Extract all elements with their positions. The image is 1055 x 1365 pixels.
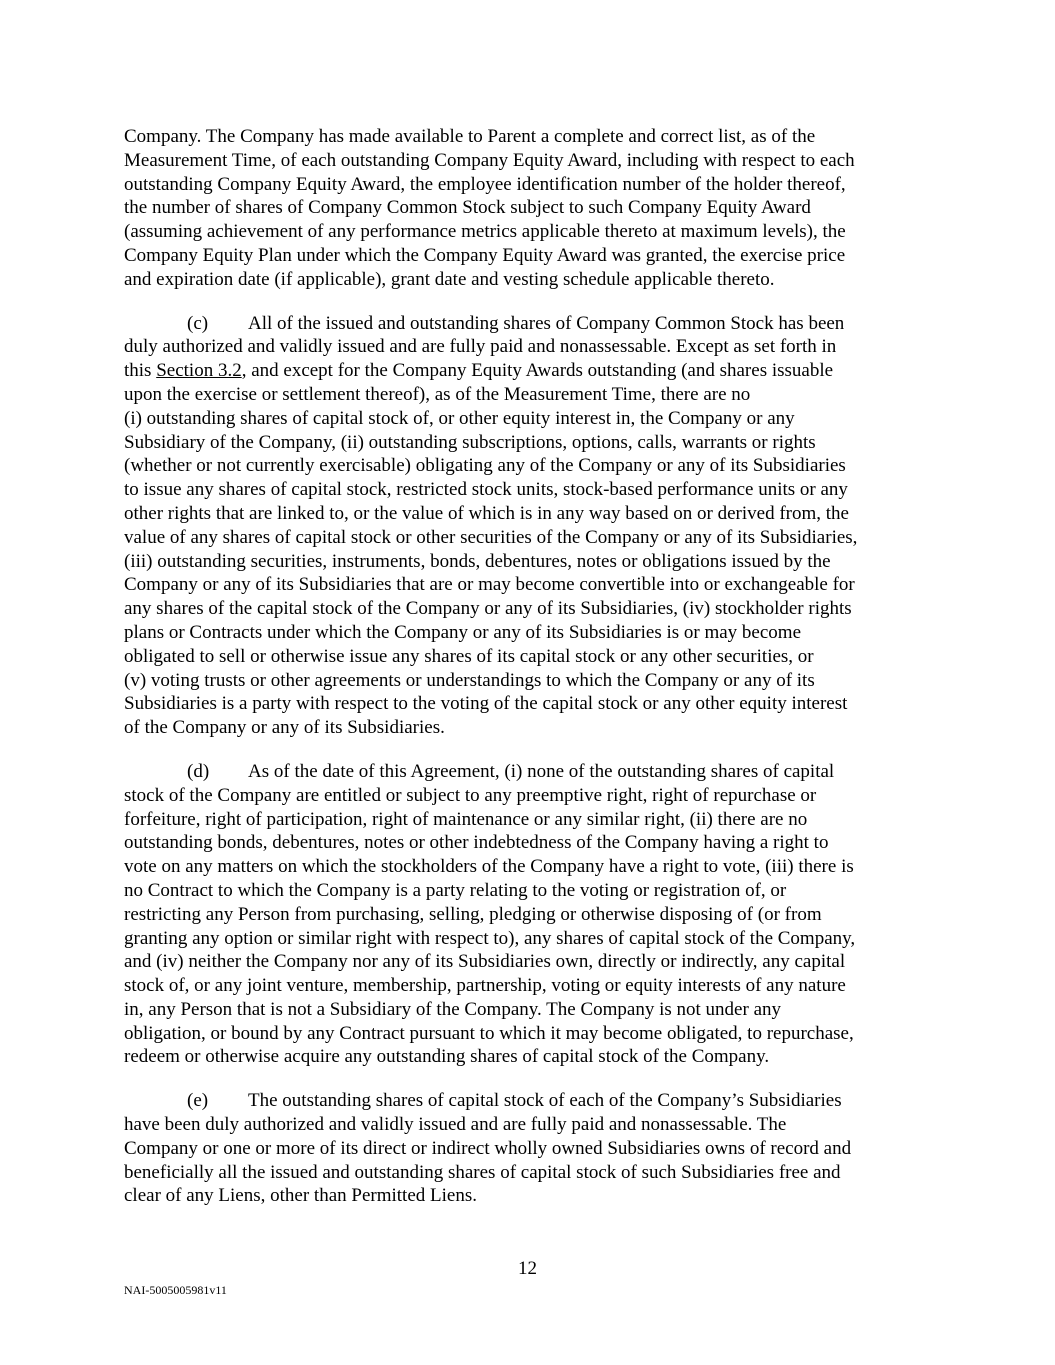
text-line: Company Equity Plan under which the Company Equity Award was granted, the exercise price bbox=[124, 244, 846, 266]
text-line: outstanding bonds, debentures, notes or other indebtedness of the Company having a right to bbox=[124, 832, 829, 854]
text-line: have been duly authorized and validly issued and are fully paid and nonassessable. The bbox=[124, 1114, 787, 1136]
text-line: stock of the Company are entitled or subject to any preemptive right, right of repurchase or bbox=[124, 784, 817, 806]
text-line: restricting any Person from purchasing, selling, pledging or otherwise disposing of (or from bbox=[124, 903, 822, 925]
text-line: of the Company or any of its Subsidiaries. bbox=[124, 717, 445, 739]
text-line: (iii) outstanding securities, instruments, bonds, debentures, notes or obligations issued by the bbox=[124, 550, 831, 572]
text-line: granting any option or similar right with respect to), any shares of capital stock of the Company, bbox=[124, 927, 856, 949]
text-line: Subsidiary of the Company, (ii) outstanding subscriptions, options, calls, warrants or rights bbox=[124, 431, 816, 453]
paragraph-b-continuation bbox=[124, 125, 924, 292]
text-line: upon the exercise or settlement thereof), as of the Measurement Time, there are no bbox=[124, 383, 751, 405]
text-line: in, any Person that is not a Subsidiary of the Company. The Company is not under any bbox=[124, 998, 782, 1020]
text-line: other rights that are linked to, or the value of which is in any way based on or derived from, the bbox=[124, 502, 849, 524]
text-segment: The outstanding shares of capital stock of each of the Company’s Subsidiaries bbox=[248, 1090, 842, 1112]
text-line: stock of, or any joint venture, membership, partnership, voting or equity interests of any nature bbox=[124, 975, 846, 997]
text-segment: All of the issued and outstanding shares of Company Common Stock has been bbox=[248, 312, 845, 334]
text-segment: this bbox=[124, 360, 157, 382]
paragraph-label: (d) bbox=[187, 760, 210, 782]
text-line: Company. The Company has made available to Parent a complete and correct list, as of the bbox=[124, 126, 816, 147]
text-line: and expiration date (if applicable), grant date and vesting schedule applicable thereto. bbox=[124, 268, 775, 290]
document-body bbox=[124, 125, 924, 1228]
paragraph-c bbox=[124, 312, 924, 740]
text-line: to issue any shares of capital stock, restricted stock units, stock-based performance units or any bbox=[124, 479, 848, 501]
text-line: plans or Contracts under which the Company or any of its Subsidiaries is or may become bbox=[124, 621, 802, 643]
page-number: 12 bbox=[518, 1258, 537, 1279]
text-line bbox=[124, 1089, 924, 1113]
text-line bbox=[124, 312, 924, 336]
text-line bbox=[124, 760, 924, 784]
text-line: beneficially all the issued and outstanding shares of capital stock of such Subsidiaries free and bbox=[124, 1161, 841, 1183]
text-line: (assuming achievement of any performance metrics applicable thereto at maximum levels), the bbox=[124, 221, 846, 243]
text-line: (whether or not currently exercisable) obligating any of the Company or any of its Subsidiaries bbox=[124, 455, 846, 477]
text-line: clear of any Liens, other than Permitted Liens. bbox=[124, 1185, 477, 1207]
document-id: NAI-5005005981v11 bbox=[124, 1283, 227, 1297]
text-line: and (iv) neither the Company nor any of its Subsidiaries own, directly or indirectly, any capital bbox=[124, 951, 846, 973]
text-line: (v) voting trusts or other agreements or understandings to which the Company or any of its bbox=[124, 669, 815, 691]
paragraph-d bbox=[124, 760, 924, 1069]
text-segment: , and except for the Company Equity Awards outstanding (and shares issuable bbox=[241, 360, 834, 382]
text-line: (i) outstanding shares of capital stock of, or other equity interest in, the Company or any bbox=[124, 407, 795, 429]
text-line: obligation, or bound by any Contract pursuant to which it may become obligated, to repurchase, bbox=[124, 1022, 854, 1044]
text-line: value of any shares of capital stock or other securities of the Company or any of its Subsidiaries, bbox=[124, 526, 858, 548]
text-segment: As of the date of this Agreement, (i) none of the outstanding shares of capital bbox=[248, 760, 835, 782]
text-line: Company or any of its Subsidiaries that are or may become convertible into or exchangeable for bbox=[124, 574, 855, 596]
section-reference: Section 3.2 bbox=[156, 360, 242, 382]
text-line: duly authorized and validly issued and are fully paid and nonassessable. Except as set forth in bbox=[124, 336, 837, 358]
paragraph-label: (e) bbox=[187, 1090, 209, 1112]
paragraph-e bbox=[124, 1089, 924, 1208]
paragraph-label: (c) bbox=[187, 312, 209, 334]
text-line: no Contract to which the Company is a party relating to the voting or registration of, or bbox=[124, 879, 787, 901]
text-line: Measurement Time, of each outstanding Company Equity Award, including with respect to each bbox=[124, 149, 855, 171]
text-line: Company or one or more of its direct or indirect wholly owned Subsidiaries owns of record and bbox=[124, 1137, 852, 1159]
text-line: vote on any matters on which the stockholders of the Company have a right to vote, (iii) there is bbox=[124, 856, 854, 878]
text-line: any shares of the capital stock of the Company or any of its Subsidiaries, (iv) stockholder rights bbox=[124, 598, 852, 620]
text-line: forfeiture, right of participation, right of maintenance or any similar right, (ii) there are no bbox=[124, 808, 808, 830]
text-line: Subsidiaries is a party with respect to the voting of the capital stock or any other equity interest bbox=[124, 693, 848, 715]
text-line bbox=[124, 359, 924, 383]
text-line: redeem or otherwise acquire any outstanding shares of capital stock of the Company. bbox=[124, 1046, 770, 1068]
text-line: outstanding Company Equity Award, the employee identification number of the holder thereof, bbox=[124, 173, 846, 195]
text-line: obligated to sell or otherwise issue any shares of its capital stock or any other securities, or bbox=[124, 645, 814, 667]
text-line: the number of shares of Company Common Stock subject to such Company Equity Award bbox=[124, 197, 811, 219]
